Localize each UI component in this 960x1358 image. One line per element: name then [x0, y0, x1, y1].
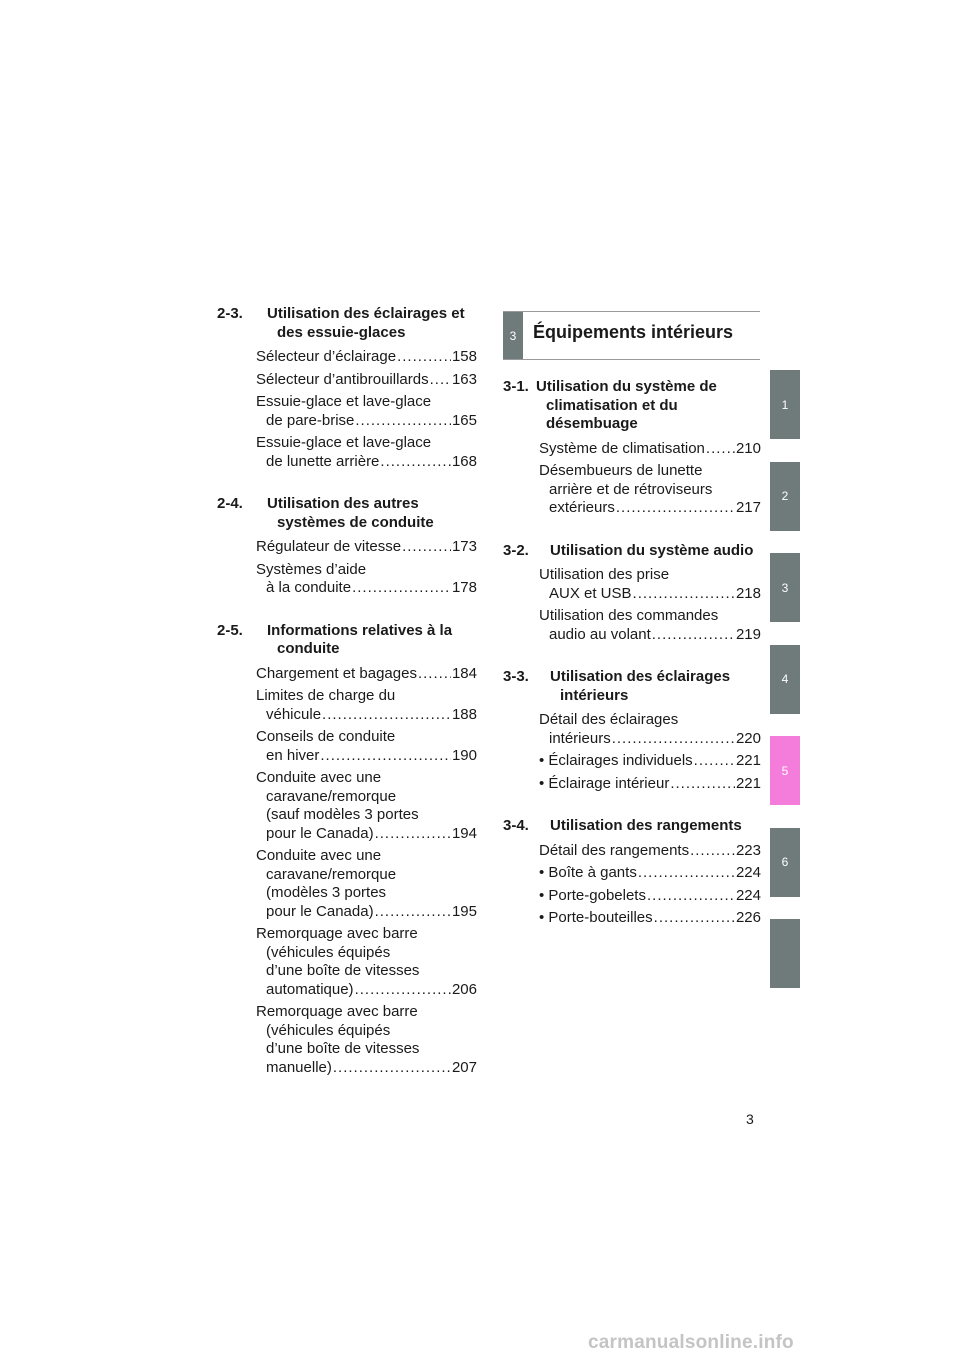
- leader-dots: [654, 909, 735, 928]
- section-title: [529, 378, 761, 434]
- leader-dots: [402, 538, 451, 557]
- chapter-tab-2[interactable]: 2: [770, 462, 800, 531]
- chapter-title: Équipements intérieurs: [533, 322, 734, 342]
- toc-entry[interactable]: [539, 775, 761, 794]
- toc-section: [217, 305, 477, 471]
- entry-leader-line: [256, 825, 477, 844]
- toc-entry[interactable]: [539, 711, 761, 748]
- leader-dots: [397, 348, 451, 367]
- entry-text-line: Détail des éclairages: [539, 711, 679, 728]
- section-number: 2-5.: [217, 621, 243, 639]
- toc-entry[interactable]: [256, 687, 477, 724]
- entry-text-line: caravane/remorque: [266, 865, 397, 883]
- section-heading: [217, 495, 477, 532]
- section-heading: [503, 668, 761, 705]
- toc-entries: [217, 665, 477, 1078]
- section-title: [256, 622, 477, 659]
- toc-entry[interactable]: [539, 864, 761, 883]
- section-title-line: Informations relatives à la: [267, 621, 453, 639]
- chapter-number-box: 3: [503, 312, 523, 359]
- toc-section: [503, 378, 761, 518]
- entry-text-line: Limites de charge du: [256, 687, 396, 704]
- section-title-line: Utilisation des rangements: [550, 817, 742, 834]
- entry-leader-line: [539, 864, 761, 883]
- page-number: 3: [746, 1111, 754, 1127]
- toc-entry[interactable]: [256, 393, 477, 430]
- entry-text: intérieurs: [549, 729, 611, 747]
- toc-entry[interactable]: [256, 371, 477, 390]
- entry-text-line: d’une boîte de vitesses: [266, 962, 420, 979]
- entry-text: AUX et USB: [549, 584, 632, 602]
- entry-text-line: Essuie-glace et lave-glace: [256, 393, 432, 410]
- toc-entries: [503, 566, 761, 644]
- section-number: 3-2.: [503, 541, 529, 559]
- leader-dots: [633, 585, 735, 604]
- entry-text: Sélecteur d’éclairage: [256, 348, 397, 365]
- entry-page-number: 165: [451, 411, 477, 429]
- toc-entry[interactable]: [256, 561, 477, 598]
- entry-text: Chargement et bagages: [256, 664, 417, 682]
- toc-entry[interactable]: [256, 769, 477, 843]
- toc-entries: [503, 440, 761, 518]
- leader-dots: [380, 453, 451, 472]
- entry-text: Régulateur de vitesse: [256, 538, 402, 555]
- entry-text: • Éclairages individuels: [539, 752, 693, 769]
- entry-text: pour le Canada): [266, 902, 374, 920]
- entry-text-line: Utilisation des commandes: [539, 607, 719, 624]
- toc-left-column: [217, 305, 477, 1101]
- entry-page-number: 224: [735, 864, 761, 881]
- leader-dots: [652, 626, 735, 645]
- chapter-tab-4[interactable]: 4: [770, 645, 800, 714]
- entry-leader-line: [539, 752, 761, 771]
- entry-page-number: 163: [451, 370, 477, 388]
- toc-section: [503, 817, 761, 928]
- leader-dots: [375, 903, 451, 922]
- section-number: 3-1.: [503, 378, 529, 395]
- entry-leader-line: [256, 348, 477, 367]
- leader-dots: [333, 1059, 451, 1078]
- entry-page-number: 173: [451, 538, 477, 555]
- toc-section: [503, 668, 761, 793]
- section-title: [256, 495, 477, 532]
- entry-text: Détail des rangements: [539, 841, 690, 859]
- entry-leader-line: [256, 665, 477, 684]
- entry-text: à la conduite: [266, 579, 352, 596]
- section-number: 3-4.: [503, 817, 529, 834]
- section-number: 2-3.: [217, 305, 243, 322]
- toc-entry[interactable]: [256, 348, 477, 367]
- chapter-tab-1[interactable]: 1: [770, 370, 800, 439]
- entry-text: manuelle): [266, 1058, 332, 1076]
- toc-entry[interactable]: [539, 887, 761, 906]
- entry-leader-line: [539, 887, 761, 906]
- entry-page-number: 217: [735, 499, 761, 516]
- leader-dots: [375, 825, 451, 844]
- toc-right-column: [503, 378, 761, 952]
- entry-text-line: arrière et de rétroviseurs: [549, 480, 713, 498]
- toc-entry[interactable]: [539, 440, 761, 459]
- entry-page-number: 184: [451, 664, 477, 682]
- entry-leader-line: [539, 585, 761, 604]
- entry-text-line: Désembueurs de lunette: [539, 462, 703, 479]
- leader-dots: [430, 371, 451, 390]
- entry-text: Système de climatisation: [539, 439, 705, 457]
- entry-page-number: 178: [451, 579, 477, 596]
- toc-section: [503, 542, 761, 645]
- entry-page-number: 221: [735, 774, 761, 792]
- entry-text-line: Remorquage avec barre: [256, 1003, 418, 1020]
- leader-dots: [638, 864, 735, 883]
- section-title-line: Utilisation du système de: [536, 378, 717, 395]
- section-title-line: conduite: [277, 640, 340, 657]
- section-title-line: désembuage: [546, 415, 638, 432]
- leader-dots: [322, 706, 451, 725]
- section-heading: [503, 378, 761, 434]
- toc-entry[interactable]: [539, 462, 761, 518]
- leader-dots: [418, 665, 451, 684]
- toc-entry[interactable]: [539, 909, 761, 928]
- section-heading: [217, 622, 477, 659]
- entry-text: de lunette arrière: [266, 452, 380, 470]
- entry-text: • Éclairage intérieur: [539, 774, 670, 792]
- section-heading: [503, 542, 761, 561]
- entry-text-line: d’une boîte de vitesses: [266, 1040, 420, 1057]
- toc-entry[interactable]: [256, 665, 477, 684]
- entry-leader-line: [256, 1059, 477, 1078]
- entry-text: pour le Canada): [266, 824, 374, 842]
- toc-entry[interactable]: [539, 842, 761, 861]
- entry-leader-line: [256, 579, 477, 598]
- entry-text-line: Remorquage avec barre: [256, 925, 418, 942]
- chapter-tab-6[interactable]: 6: [770, 828, 800, 897]
- entry-leader-line: [256, 412, 477, 431]
- entry-leader-line: [539, 775, 761, 794]
- entry-leader-line: [256, 981, 477, 1000]
- entry-leader-line: [539, 626, 761, 645]
- entry-page-number: 218: [735, 584, 761, 602]
- section-title: [539, 668, 761, 705]
- section-title-line: climatisation et du: [546, 396, 678, 414]
- entry-text: de pare-brise: [266, 411, 355, 429]
- entry-text-line: Utilisation des prise: [539, 566, 670, 583]
- entry-page-number: 190: [451, 746, 477, 764]
- entry-leader-line: [256, 371, 477, 390]
- section-title: [256, 305, 477, 342]
- section-title: [539, 542, 761, 561]
- chapter-tab-index[interactable]: [770, 919, 800, 988]
- entry-text: véhicule: [266, 705, 322, 723]
- section-title-line: intérieurs: [560, 686, 629, 704]
- entry-text: • Porte-bouteilles: [539, 909, 653, 926]
- entry-leader-line: [256, 706, 477, 725]
- entry-leader-line: [539, 909, 761, 928]
- entry-leader-line: [539, 842, 761, 861]
- toc-entries: [503, 842, 761, 928]
- entry-text: • Boîte à gants: [539, 864, 637, 881]
- entry-page-number: 224: [735, 886, 761, 904]
- leader-dots: [616, 499, 735, 518]
- entry-page-number: 206: [451, 980, 477, 998]
- entry-text: • Porte-gobelets: [539, 886, 646, 904]
- toc-entries: [217, 538, 477, 598]
- toc-entries: [503, 711, 761, 793]
- section-heading: [503, 817, 761, 836]
- toc-entries: [217, 348, 477, 471]
- entry-text-line: Systèmes d’aide: [256, 560, 367, 578]
- entry-text: automatique): [266, 980, 354, 998]
- toc-entry[interactable]: [256, 925, 477, 999]
- entry-text-line: (sauf modèles 3 portes: [266, 806, 419, 823]
- section-title: [539, 817, 761, 836]
- toc-entry[interactable]: [539, 607, 761, 644]
- section-title-line: Utilisation des autres: [267, 495, 419, 512]
- leader-dots: [355, 981, 451, 1000]
- entry-leader-line: [539, 730, 761, 749]
- leader-dots: [670, 775, 735, 794]
- toc-entry[interactable]: [256, 728, 477, 765]
- toc-section: [217, 495, 477, 598]
- entry-leader-line: [256, 538, 477, 557]
- toc-entry[interactable]: [539, 752, 761, 771]
- entry-text-line: caravane/remorque: [266, 787, 397, 805]
- leader-dots: [690, 842, 735, 861]
- entry-leader-line: [539, 440, 761, 459]
- entry-page-number: 219: [735, 625, 761, 643]
- section-number: 3-3.: [503, 668, 529, 685]
- toc-entry[interactable]: [256, 847, 477, 921]
- entry-page-number: 194: [451, 824, 477, 842]
- entry-text-line: (véhicules équipés: [266, 1021, 391, 1039]
- entry-text-line: Conduite avec une: [256, 769, 382, 786]
- entry-text-line: Conseils de conduite: [256, 728, 396, 745]
- entry-leader-line: [256, 453, 477, 472]
- entry-page-number: 220: [735, 729, 761, 747]
- entry-leader-line: [256, 747, 477, 766]
- leader-dots: [352, 579, 451, 598]
- entry-page-number: 195: [451, 902, 477, 920]
- entry-text: extérieurs: [549, 499, 615, 516]
- entry-leader-line: [539, 499, 761, 518]
- entry-leader-line: [256, 903, 477, 922]
- entry-text: en hiver: [266, 746, 320, 764]
- leader-dots: [647, 887, 735, 906]
- toc-section: [217, 622, 477, 1078]
- entry-text-line: Conduite avec une: [256, 847, 382, 864]
- chapter-tab-3[interactable]: 3: [770, 553, 800, 622]
- chapter-tab-5[interactable]: 5: [770, 736, 800, 805]
- leader-dots: [320, 747, 451, 766]
- leader-dots: [612, 730, 735, 749]
- entry-page-number: 158: [451, 348, 477, 365]
- entry-page-number: 168: [451, 452, 477, 470]
- section-title-line: Utilisation des éclairages: [550, 668, 731, 685]
- leader-dots: [694, 752, 735, 771]
- section-heading: [217, 305, 477, 342]
- entry-page-number: 226: [735, 909, 761, 926]
- toc-entry[interactable]: [256, 538, 477, 557]
- toc-entry[interactable]: [256, 1003, 477, 1077]
- entry-page-number: 221: [735, 752, 761, 769]
- leader-dots: [355, 412, 451, 431]
- leader-dots: [706, 440, 735, 459]
- section-title-line: systèmes de conduite: [277, 513, 434, 531]
- section-title-line: Utilisation du système audio: [550, 541, 754, 559]
- section-number: 2-4.: [217, 495, 243, 512]
- entry-page-number: 210: [735, 439, 761, 457]
- watermark: carmanualsonline.info: [588, 1332, 794, 1353]
- entry-page-number: 207: [451, 1058, 477, 1076]
- chapter-header: [503, 311, 760, 360]
- section-title-line: Utilisation des éclairages et: [267, 305, 465, 322]
- entry-text-line: Essuie-glace et lave-glace: [256, 434, 432, 451]
- entry-text: audio au volant: [549, 625, 651, 643]
- entry-text: Sélecteur d’antibrouillards: [256, 370, 429, 388]
- section-title-line: des essuie-glaces: [277, 323, 406, 341]
- entry-page-number: 188: [451, 705, 477, 723]
- entry-text-line: (modèles 3 portes: [266, 884, 387, 901]
- entry-page-number: 223: [735, 841, 761, 859]
- toc-entry[interactable]: [539, 566, 761, 603]
- entry-text-line: (véhicules équipés: [266, 943, 391, 961]
- toc-entry[interactable]: [256, 434, 477, 471]
